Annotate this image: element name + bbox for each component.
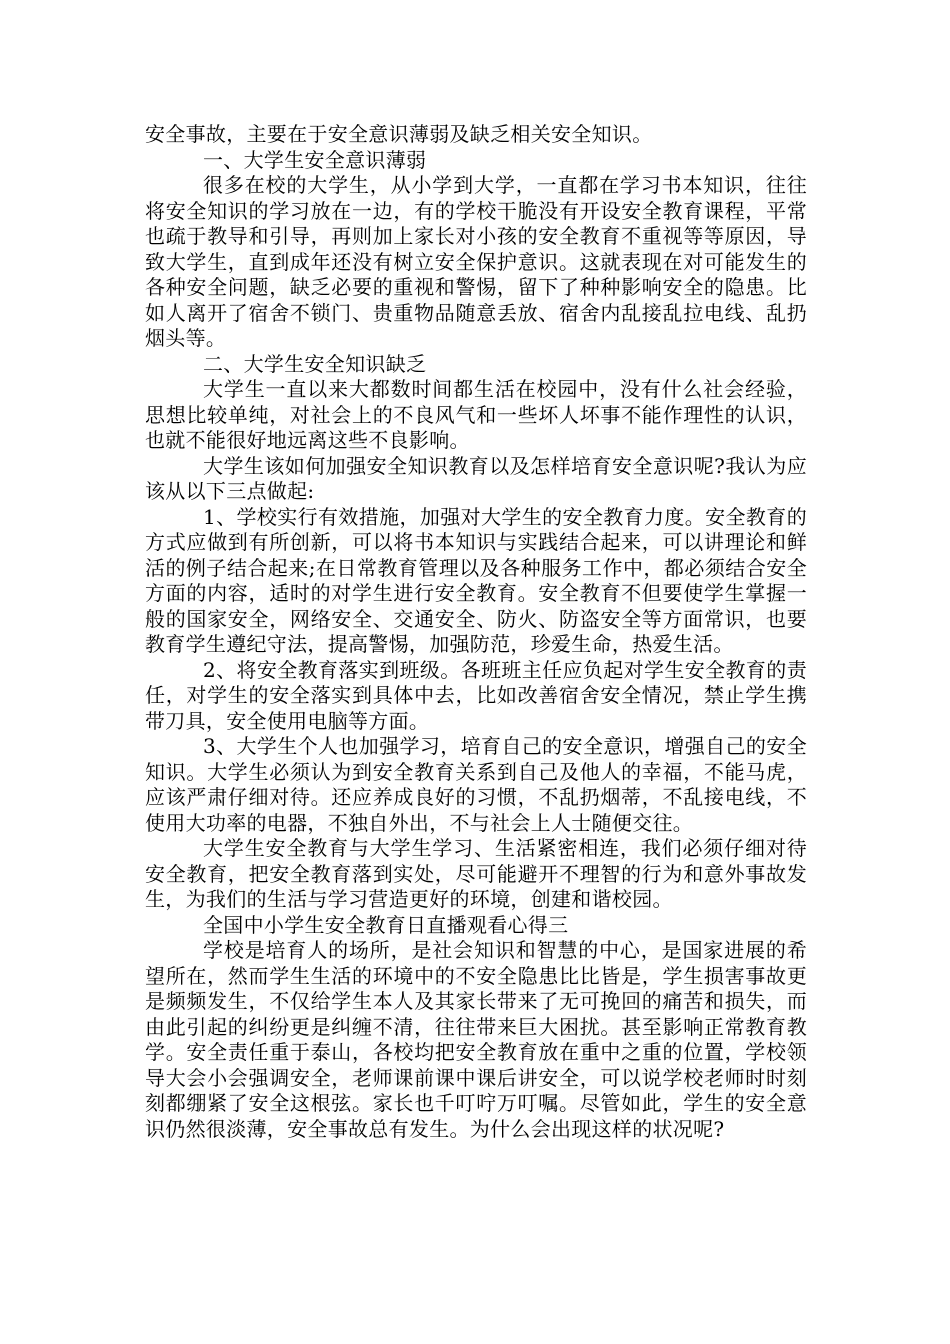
paragraph: 很多在校的大学生，从小学到大学，一直都在学习书本知识，往往将安全知识的学习放在一边，有的学校干脆没有开设安全教育课程，平常也疏于教导和引导，再则加上家长对小孩的安全教育不重视等等原因，导致大学生，直到成年还没有树立安全保护意识。这就表现在对可能发生的各种安全问题，缺乏必要的重视和警惕，留下了种种影响安全的隐患。比如人离开了宿舍不锁门、贵重物品随意丢放、宿舍内乱接乱拉电线、乱扔烟头等。 xyxy=(145,173,807,350)
paragraph-conclusion: 大学生安全教育与大学生学习、生活紧密相连，我们必须仔细对待安全教育，把安全教育落到实处，尽可能避开不理智的行为和意外事故发生，为我们的生活与学习营造更好的环境，创建和谐校园。 xyxy=(145,836,807,911)
section-heading-2: 二、大学生安全知识缺乏 xyxy=(203,351,427,376)
paragraph-intro: 安全事故，主要在于安全意识薄弱及缺乏相关安全知识。 xyxy=(145,122,653,146)
list-item-3: 3、大学生个人也加强学习，培育自己的安全意识，增强自己的安全知识。大学生必须认为到安全教育关系到自己及他人的幸福，不能马虎，应该严肃仔细对待。还应养成良好的习惯，不乱扔烟蒂，不乱接电线，不使用大功率的电器，不独自外出，不与社会上人士随便交往。 xyxy=(145,734,807,835)
document-body xyxy=(145,122,807,1142)
paragraph: 大学生该如何加强安全知识教育以及怎样培育安全意识呢?我认为应该从以下三点做起: xyxy=(145,453,807,503)
paragraph: 学校是培育人的场所，是社会知识和智慧的中心，是国家进展的希望所在，然而学生生活的环境中的不安全隐患比比皆是，学生损害事故更是频频发生，不仅给学生本人及其家长带来了无可挽回的痛苦和损失，而由此引起的纠纷更是纠缠不清，往往带来巨大困扰。甚至影响正常教育教学。安全责任重于泰山，各校均把安全教育放在重中之重的位置，学校领导大会小会强调安全，老师课前课中课后讲安全，可以说学校老师时时刻刻都绷紧了安全这根弦。家长也千叮咛万叮嘱。尽管如此，学生的安全意识仍然很淡薄，安全事故总有发生。为什么会出现这样的状况呢? xyxy=(145,938,807,1141)
section-heading-1: 一、大学生安全意识薄弱 xyxy=(203,147,427,172)
list-item-1: 1、学校实行有效措施，加强对大学生的安全教育力度。安全教育的方式应做到有所创新，可以将书本知识与实践结合起来，可以讲理论和鲜活的例子结合起来;在日常教育管理以及各种服务工作中，都必须结合安全方面的内容，适时的对学生进行安全教育。安全教育不但要使学生掌握一般的国家安全，网络安全、交通安全、防火、防盗安全等方面常识，也要教育学生遵纪守法，提高警惕，加强防范，珍爱生命，热爱生活。 xyxy=(145,504,807,656)
paragraph: 大学生一直以来大都数时间都生活在校园中，没有什么社会经验，思想比较单纯，对社会上的不良风气和一些坏人坏事不能作理性的认识，也就不能很好地远离这些不良影响。 xyxy=(145,377,807,452)
list-item-2: 2、将安全教育落实到班级。各班班主任应负起对学生安全教育的责任，对学生的安全落实到具体中去，比如改善宿舍安全情况，禁止学生携带刀具，安全使用电脑等方面。 xyxy=(145,657,807,733)
section-title: 全国中小学生安全教育日直播观看心得三 xyxy=(203,912,569,937)
